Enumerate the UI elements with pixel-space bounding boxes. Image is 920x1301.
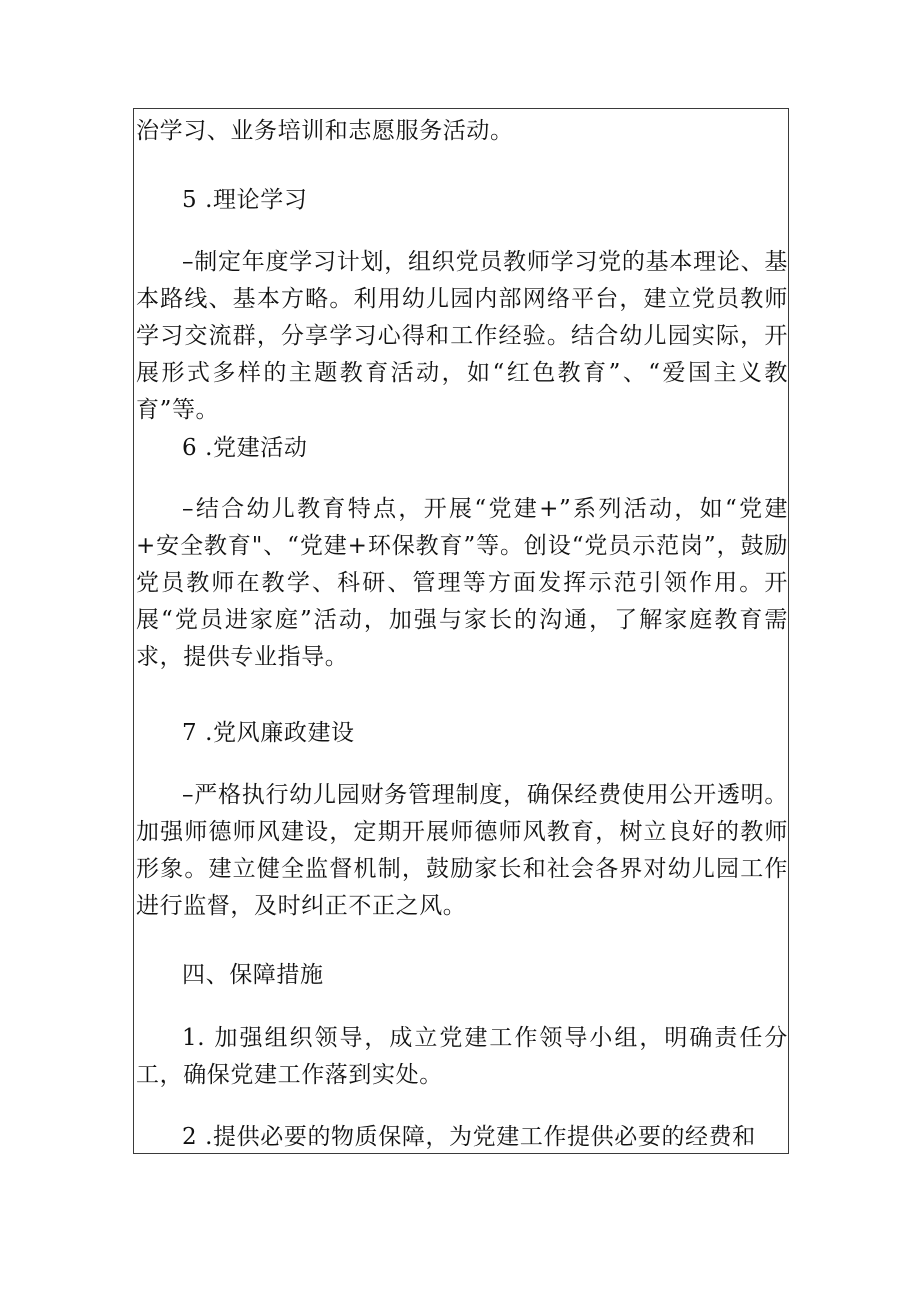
heading-party-activities: 6 .党建活动 (182, 435, 308, 461)
heading-integrity-building: 7 .党风廉政建设 (182, 720, 355, 746)
paragraph-party-activities: –结合幼儿教育特点，开展“党建+”系列活动，如“党建+安全教育"、“党建+环保教育”等。创设“党员示范岗”，鼓励党员教师在教学、科研、管理等方面发挥示范引领作用。开展“党员进家庭”活动，加强与家长的沟通，了解家庭教育需求，提供专业指导。 (136, 496, 788, 670)
paragraph-continuation: 治学习、业务培训和志愿服务活动。 (136, 118, 514, 144)
heading-theory-study: 5 .理论学习 (182, 187, 308, 213)
paragraph-measure-1: 1. 加强组织领导，成立党建工作领导小组，明确责任分工，确保党建工作落到实处。 (136, 1025, 788, 1088)
paragraph-theory-study: –制定年度学习计划，组织党员教师学习党的基本理论、基本路线、基本方略。利用幼儿园内部网络平台，建立党员教师学习交流群，分享学习心得和工作经验。结合幼儿园实际，开展形式多样的主题教育活动，如“红色教育”、“爱国主义教育”等。 (136, 249, 788, 423)
paragraph-integrity-building: –严格执行幼儿园财务管理制度，确保经费使用公开透明。加强师德师风建设，定期开展师德师风教育，树立良好的教师形象。建立健全监督机制，鼓励家长和社会各界对幼儿园工作进行监督，及时纠正不正之风。 (136, 782, 788, 919)
heading-safeguard-measures: 四、保障措施 (182, 962, 324, 988)
paragraph-measure-2: 2 .提供必要的物质保障，为党建工作提供必要的经费和 (182, 1124, 756, 1150)
